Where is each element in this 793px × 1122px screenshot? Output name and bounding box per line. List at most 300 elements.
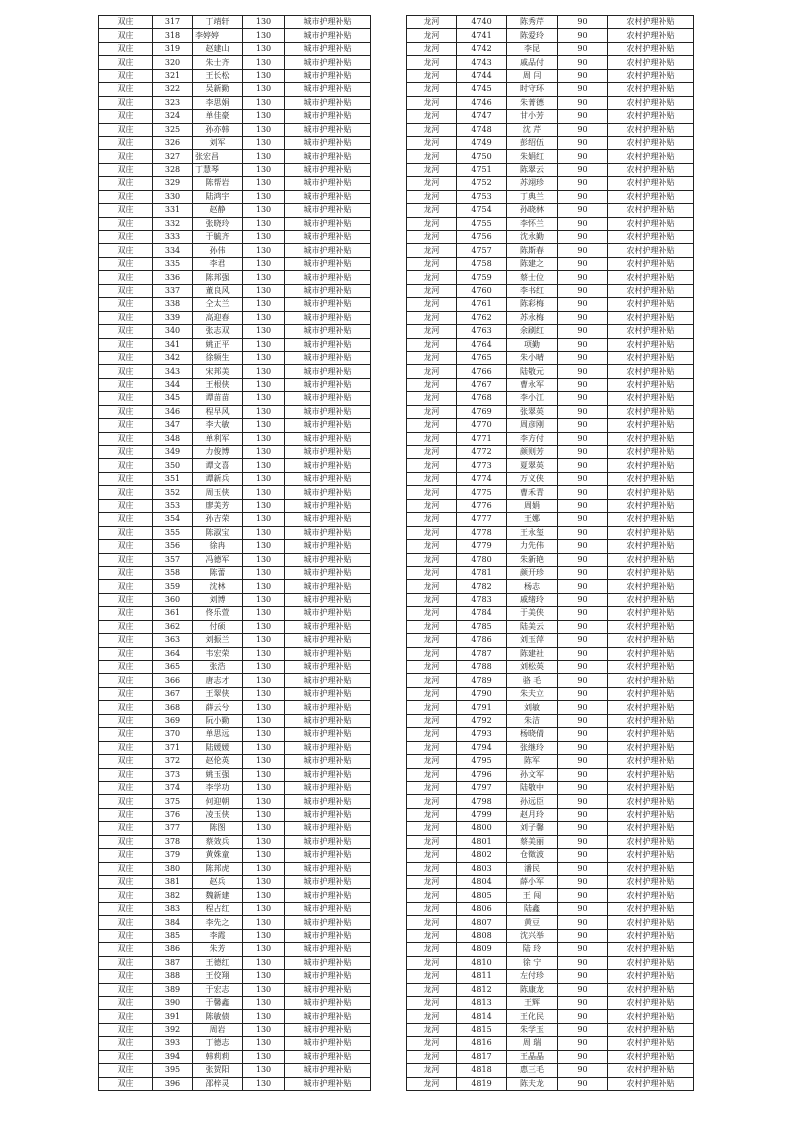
town-cell: 龙河: [407, 163, 457, 176]
table-row: [99, 459, 371, 472]
amount-cell: 90: [558, 271, 608, 284]
name-cell: 谭新兵: [193, 472, 243, 485]
town-cell: 双庄: [99, 472, 153, 485]
serial-number-cell: 4745: [457, 83, 507, 96]
town-cell: 双庄: [99, 29, 153, 42]
table-row: [99, 204, 371, 217]
town-cell: 双庄: [99, 365, 153, 378]
name-cell: 阮小勤: [193, 714, 243, 727]
serial-number-cell: 362: [153, 620, 193, 633]
name-cell: 潘民: [507, 862, 558, 875]
name-cell: 李君: [193, 257, 243, 270]
name-cell: 陈邦虎: [193, 862, 243, 875]
town-cell: 双庄: [99, 634, 153, 647]
subsidy-type-cell: 城市护理补贴: [285, 204, 371, 217]
amount-cell: 90: [558, 714, 608, 727]
town-cell: 龙河: [407, 983, 457, 996]
table-row: [99, 1037, 371, 1050]
table-row: [407, 1023, 694, 1036]
town-cell: 双庄: [99, 486, 153, 499]
town-cell: 双庄: [99, 190, 153, 203]
subsidy-type-cell: 城市护理补贴: [285, 795, 371, 808]
name-cell: 薛小军: [507, 876, 558, 889]
amount-cell: 130: [243, 902, 285, 915]
subsidy-type-cell: 城市护理补贴: [285, 674, 371, 687]
name-cell: 苏永梅: [507, 311, 558, 324]
amount-cell: 90: [558, 540, 608, 553]
subsidy-type-cell: 农村护理补贴: [608, 701, 694, 714]
table-row: [99, 190, 371, 203]
town-cell: 双庄: [99, 311, 153, 324]
table-row: [407, 163, 694, 176]
name-cell: 周娟: [507, 499, 558, 512]
name-cell: 彭绍伍: [507, 136, 558, 149]
name-cell: 孙文军: [507, 768, 558, 781]
subsidy-type-cell: 城市护理补贴: [285, 419, 371, 432]
amount-cell: 130: [243, 338, 285, 351]
serial-number-cell: 390: [153, 996, 193, 1009]
subsidy-type-cell: 城市护理补贴: [285, 553, 371, 566]
amount-cell: 90: [558, 1010, 608, 1023]
subsidy-type-cell: 农村护理补贴: [608, 862, 694, 875]
table-row: [407, 419, 694, 432]
name-cell: 陆敬元: [507, 365, 558, 378]
town-cell: 双庄: [99, 661, 153, 674]
serial-number-cell: 4781: [457, 566, 507, 579]
serial-number-cell: 4808: [457, 929, 507, 942]
town-cell: 龙河: [407, 177, 457, 190]
subsidy-type-cell: 城市护理补贴: [285, 647, 371, 660]
name-cell: 王晶晶: [507, 1050, 558, 1063]
subsidy-type-cell: 农村护理补贴: [608, 513, 694, 526]
town-cell: 双庄: [99, 808, 153, 821]
name-cell: 陈图: [193, 822, 243, 835]
name-cell: 苏翊珍: [507, 177, 558, 190]
name-cell: 薛云兮: [193, 701, 243, 714]
table-row: [99, 808, 371, 821]
amount-cell: 130: [243, 916, 285, 929]
table-row: [407, 29, 694, 42]
town-cell: 龙河: [407, 56, 457, 69]
amount-cell: 130: [243, 16, 285, 29]
name-cell: 赵兵: [193, 876, 243, 889]
subsidy-type-cell: 城市护理补贴: [285, 768, 371, 781]
name-cell: 张晓玲: [193, 217, 243, 230]
serial-number-cell: 385: [153, 929, 193, 942]
amount-cell: 90: [558, 42, 608, 55]
name-cell: 赵月玲: [507, 808, 558, 821]
amount-cell: 90: [558, 1037, 608, 1050]
name-cell: 廖美芳: [193, 499, 243, 512]
subsidy-type-cell: 农村护理补贴: [608, 459, 694, 472]
town-cell: 龙河: [407, 849, 457, 862]
name-cell: 陈翠云: [507, 163, 558, 176]
name-cell: 陈秀芹: [507, 16, 558, 29]
table-row: [99, 231, 371, 244]
subsidy-type-cell: 农村护理补贴: [608, 526, 694, 539]
town-cell: 龙河: [407, 566, 457, 579]
town-cell: 双庄: [99, 1064, 153, 1077]
subsidy-type-cell: 农村护理补贴: [608, 781, 694, 794]
town-cell: 双庄: [99, 943, 153, 956]
name-cell: 于馨鑫: [193, 996, 243, 1009]
serial-number-cell: 4816: [457, 1037, 507, 1050]
table-row: [99, 620, 371, 633]
serial-number-cell: 347: [153, 419, 193, 432]
subsidy-type-cell: 城市护理补贴: [285, 714, 371, 727]
subsidy-type-cell: 农村护理补贴: [608, 755, 694, 768]
table-row: [99, 83, 371, 96]
town-cell: 龙河: [407, 1037, 457, 1050]
serial-number-cell: 387: [153, 956, 193, 969]
subsidy-type-cell: 城市护理补贴: [285, 29, 371, 42]
serial-number-cell: 360: [153, 593, 193, 606]
serial-number-cell: 4803: [457, 862, 507, 875]
amount-cell: 130: [243, 661, 285, 674]
serial-number-cell: 363: [153, 634, 193, 647]
name-cell: 孙吉荣: [193, 513, 243, 526]
subsidy-type-cell: 农村护理补贴: [608, 338, 694, 351]
serial-number-cell: 372: [153, 755, 193, 768]
amount-cell: 90: [558, 257, 608, 270]
amount-cell: 90: [558, 889, 608, 902]
town-cell: 龙河: [407, 486, 457, 499]
subsidy-type-cell: 城市护理补贴: [285, 862, 371, 875]
subsidy-type-cell: 农村护理补贴: [608, 916, 694, 929]
table-row: [407, 647, 694, 660]
subsidy-type-cell: 城市护理补贴: [285, 1064, 371, 1077]
subsidy-type-cell: 农村护理补贴: [608, 566, 694, 579]
name-cell: 单思远: [193, 728, 243, 741]
name-cell: 张志双: [193, 325, 243, 338]
table-row: [99, 876, 371, 889]
amount-cell: 130: [243, 96, 285, 109]
serial-number-cell: 4809: [457, 943, 507, 956]
name-cell: 蔡士位: [507, 271, 558, 284]
town-cell: 双庄: [99, 741, 153, 754]
name-cell: 董良风: [193, 284, 243, 297]
name-cell: 李先之: [193, 916, 243, 929]
serial-number-cell: 354: [153, 513, 193, 526]
serial-number-cell: 329: [153, 177, 193, 190]
serial-number-cell: 328: [153, 163, 193, 176]
table-row: [99, 983, 371, 996]
table-row: [99, 849, 371, 862]
name-cell: 周岩: [193, 1023, 243, 1036]
name-cell: 谭文喜: [193, 459, 243, 472]
town-cell: 龙河: [407, 83, 457, 96]
name-cell: 孙亦韩: [193, 123, 243, 136]
subsidy-type-cell: 城市护理补贴: [285, 929, 371, 942]
table-row: [99, 916, 371, 929]
name-cell: 力先伟: [507, 540, 558, 553]
table-row: [407, 607, 694, 620]
table-row: [99, 607, 371, 620]
subsidy-type-cell: 农村护理补贴: [608, 929, 694, 942]
name-cell: 张贺阳: [193, 1064, 243, 1077]
subsidy-type-cell: 城市护理补贴: [285, 298, 371, 311]
serial-number-cell: 4776: [457, 499, 507, 512]
serial-number-cell: 380: [153, 862, 193, 875]
table-row: [407, 687, 694, 700]
name-cell: 蔡美丽: [507, 835, 558, 848]
table-row: [99, 29, 371, 42]
table-row: [99, 741, 371, 754]
serial-number-cell: 368: [153, 701, 193, 714]
name-cell: 刘敏: [507, 701, 558, 714]
serial-number-cell: 352: [153, 486, 193, 499]
serial-number-cell: 4805: [457, 889, 507, 902]
town-cell: 双庄: [99, 392, 153, 405]
name-cell: 刘军: [193, 136, 243, 149]
amount-cell: 90: [558, 16, 608, 29]
town-cell: 龙河: [407, 970, 457, 983]
table-row: [407, 365, 694, 378]
table-row: [99, 405, 371, 418]
amount-cell: 90: [558, 365, 608, 378]
town-cell: 龙河: [407, 378, 457, 391]
subsidy-type-cell: 城市护理补贴: [285, 849, 371, 862]
serial-number-cell: 4811: [457, 970, 507, 983]
amount-cell: 130: [243, 56, 285, 69]
amount-cell: 130: [243, 136, 285, 149]
amount-cell: 90: [558, 405, 608, 418]
subsidy-type-cell: 农村护理补贴: [608, 741, 694, 754]
serial-number-cell: 4802: [457, 849, 507, 862]
table-row: [99, 244, 371, 257]
town-cell: 龙河: [407, 459, 457, 472]
town-cell: 双庄: [99, 687, 153, 700]
town-cell: 龙河: [407, 123, 457, 136]
subsidy-type-cell: 农村护理补贴: [608, 956, 694, 969]
table-row: [407, 257, 694, 270]
table-row: [99, 378, 371, 391]
subsidy-type-cell: 城市护理补贴: [285, 351, 371, 364]
subsidy-type-cell: 农村护理补贴: [608, 970, 694, 983]
subsidy-type-cell: 城市护理补贴: [285, 16, 371, 29]
amount-cell: 90: [558, 607, 608, 620]
subsidy-type-cell: 城市护理补贴: [285, 231, 371, 244]
subsidy-type-cell: 农村护理补贴: [608, 123, 694, 136]
town-cell: 龙河: [407, 956, 457, 969]
serial-number-cell: 338: [153, 298, 193, 311]
amount-cell: 90: [558, 566, 608, 579]
amount-cell: 130: [243, 741, 285, 754]
town-cell: 双庄: [99, 526, 153, 539]
amount-cell: 130: [243, 42, 285, 55]
subsidy-type-cell: 农村护理补贴: [608, 674, 694, 687]
amount-cell: 130: [243, 29, 285, 42]
name-cell: 朱新艳: [507, 553, 558, 566]
serial-number-cell: 395: [153, 1064, 193, 1077]
town-cell: 龙河: [407, 902, 457, 915]
name-cell: 骆 毛: [507, 674, 558, 687]
serial-number-cell: 341: [153, 338, 193, 351]
name-cell: 朱菁德: [507, 96, 558, 109]
amount-cell: 90: [558, 29, 608, 42]
subsidy-type-cell: 农村护理补贴: [608, 983, 694, 996]
subsidy-type-cell: 城市护理补贴: [285, 687, 371, 700]
subsidy-type-cell: 城市护理补贴: [285, 889, 371, 902]
town-cell: 双庄: [99, 405, 153, 418]
serial-number-cell: 332: [153, 217, 193, 230]
serial-number-cell: 4801: [457, 835, 507, 848]
name-cell: 赵静: [193, 204, 243, 217]
table-row: [99, 1010, 371, 1023]
table-row: [99, 714, 371, 727]
town-cell: 龙河: [407, 634, 457, 647]
amount-cell: 90: [558, 634, 608, 647]
amount-cell: 90: [558, 351, 608, 364]
town-cell: 双庄: [99, 69, 153, 82]
town-cell: 双庄: [99, 338, 153, 351]
name-cell: 项勤: [507, 338, 558, 351]
amount-cell: 90: [558, 647, 608, 660]
table-row: [407, 835, 694, 848]
serial-number-cell: 376: [153, 808, 193, 821]
town-cell: 龙河: [407, 351, 457, 364]
table-row: [407, 795, 694, 808]
serial-number-cell: 327: [153, 150, 193, 163]
name-cell: 陈斯春: [507, 244, 558, 257]
name-cell: 周彦刚: [507, 419, 558, 432]
name-cell: 陆美云: [507, 620, 558, 633]
serial-number-cell: 359: [153, 580, 193, 593]
town-cell: 双庄: [99, 1077, 153, 1090]
table-row: [407, 1050, 694, 1063]
serial-number-cell: 357: [153, 553, 193, 566]
town-cell: 龙河: [407, 1064, 457, 1077]
amount-cell: 90: [558, 1023, 608, 1036]
serial-number-cell: 4810: [457, 956, 507, 969]
amount-cell: 90: [558, 432, 608, 445]
amount-cell: 130: [243, 876, 285, 889]
table-row: [99, 284, 371, 297]
table-row: [99, 177, 371, 190]
town-cell: 龙河: [407, 929, 457, 942]
name-cell: 丁靖轩: [193, 16, 243, 29]
amount-cell: 130: [243, 822, 285, 835]
name-cell: 朱夫立: [507, 687, 558, 700]
serial-number-cell: 4792: [457, 714, 507, 727]
amount-cell: 130: [243, 150, 285, 163]
serial-number-cell: 4747: [457, 110, 507, 123]
table-row: [99, 432, 371, 445]
subsidy-type-cell: 农村护理补贴: [608, 163, 694, 176]
table-row: [407, 970, 694, 983]
table-row: [99, 553, 371, 566]
subsidy-type-cell: 城市护理补贴: [285, 96, 371, 109]
table-row: [99, 929, 371, 942]
table-row: [99, 634, 371, 647]
table-row: [407, 446, 694, 459]
name-cell: 陆敬中: [507, 781, 558, 794]
table-row: [99, 110, 371, 123]
serial-number-cell: 334: [153, 244, 193, 257]
table-row: [407, 378, 694, 391]
serial-number-cell: 4786: [457, 634, 507, 647]
name-cell: 李思娟: [193, 96, 243, 109]
serial-number-cell: 4789: [457, 674, 507, 687]
table-row: [407, 244, 694, 257]
table-row: [407, 526, 694, 539]
subsidy-type-cell: 城市护理补贴: [285, 916, 371, 929]
name-cell: 陈军: [507, 755, 558, 768]
table-row: [407, 486, 694, 499]
amount-cell: 130: [243, 956, 285, 969]
name-cell: 沈林: [193, 580, 243, 593]
name-cell: 陈帮岩: [193, 177, 243, 190]
subsidy-type-cell: 城市护理补贴: [285, 835, 371, 848]
serial-number-cell: 4783: [457, 593, 507, 606]
town-cell: 龙河: [407, 1050, 457, 1063]
serial-number-cell: 364: [153, 647, 193, 660]
table-row: [99, 593, 371, 606]
amount-cell: 130: [243, 351, 285, 364]
serial-number-cell: 323: [153, 96, 193, 109]
town-cell: 双庄: [99, 459, 153, 472]
amount-cell: 90: [558, 472, 608, 485]
subsidy-type-cell: 农村护理补贴: [608, 714, 694, 727]
amount-cell: 130: [243, 687, 285, 700]
subsidy-type-cell: 农村护理补贴: [608, 620, 694, 633]
serial-number-cell: 345: [153, 392, 193, 405]
subsidy-type-cell: 农村护理补贴: [608, 661, 694, 674]
amount-cell: 90: [558, 311, 608, 324]
serial-number-cell: 366: [153, 674, 193, 687]
serial-number-cell: 4753: [457, 190, 507, 203]
table-row: [99, 795, 371, 808]
name-cell: 于美侠: [507, 607, 558, 620]
serial-number-cell: 342: [153, 351, 193, 364]
subsidy-type-cell: 城市护理补贴: [285, 970, 371, 983]
amount-cell: 130: [243, 714, 285, 727]
town-cell: 龙河: [407, 607, 457, 620]
table-row: [99, 419, 371, 432]
serial-number-cell: 4787: [457, 647, 507, 660]
serial-number-cell: 322: [153, 83, 193, 96]
amount-cell: 90: [558, 204, 608, 217]
table-row: [99, 69, 371, 82]
table-row: [407, 392, 694, 405]
name-cell: 何迎朝: [193, 795, 243, 808]
town-cell: 双庄: [99, 110, 153, 123]
subsidy-type-cell: 农村护理补贴: [608, 808, 694, 821]
subsidy-type-cell: 城市护理补贴: [285, 217, 371, 230]
subsidy-type-cell: 农村护理补贴: [608, 432, 694, 445]
subsidy-type-cell: 农村护理补贴: [608, 849, 694, 862]
table-row: [99, 647, 371, 660]
town-cell: 龙河: [407, 513, 457, 526]
name-cell: 沈兴举: [507, 929, 558, 942]
amount-cell: 130: [243, 607, 285, 620]
name-cell: 杨晓倩: [507, 728, 558, 741]
name-cell: 陈建社: [507, 647, 558, 660]
subsidy-type-cell: 农村护理补贴: [608, 136, 694, 149]
subsidy-table-left: [98, 15, 371, 1091]
amount-cell: 130: [243, 311, 285, 324]
name-cell: 李怀兰: [507, 217, 558, 230]
town-cell: 双庄: [99, 593, 153, 606]
subsidy-type-cell: 城市护理补贴: [285, 1077, 371, 1090]
serial-number-cell: 4772: [457, 446, 507, 459]
subsidy-type-cell: 城市护理补贴: [285, 1023, 371, 1036]
town-cell: 双庄: [99, 781, 153, 794]
serial-number-cell: 324: [153, 110, 193, 123]
name-cell: 朱洁: [507, 714, 558, 727]
name-cell: 陆鑫: [507, 902, 558, 915]
town-cell: 双庄: [99, 1050, 153, 1063]
